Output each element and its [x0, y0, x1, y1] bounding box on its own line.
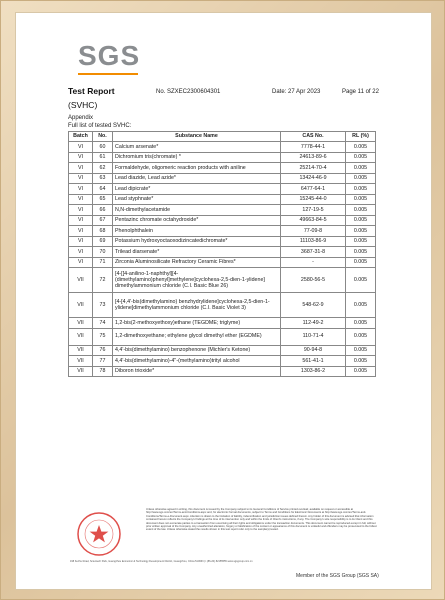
cell-cas-no: 6477-64-1	[281, 184, 346, 195]
cell-batch: VII	[69, 356, 93, 367]
cell-rl: 0.005	[346, 328, 376, 345]
cell-substance-name: Lead diazide, Lead azide*	[113, 173, 281, 184]
cell-no: 75	[93, 328, 113, 345]
cell-rl: 0.005	[346, 142, 376, 153]
cell-batch: VII	[69, 366, 93, 377]
appendix-label: Appendix	[68, 115, 94, 121]
cell-cas-no: 561-41-1	[281, 356, 346, 367]
table-row	[69, 293, 376, 318]
cell-rl: 0.005	[346, 318, 376, 329]
cell-batch: VI	[69, 152, 93, 163]
cell-rl: 0.005	[346, 194, 376, 205]
cell-substance-name: Lead styphnate*	[113, 194, 281, 205]
report-number: No. SZXEC2300604301	[156, 89, 221, 95]
table-row	[69, 142, 376, 153]
cell-cas-no: 49663-84-5	[281, 215, 346, 226]
cell-batch: VII	[69, 293, 93, 318]
cell-substance-name: Lead dipicrate*	[113, 184, 281, 195]
cell-substance-name: 1,2-bis(2-methoxyethoxy)ethane (TEGDME; triglyme)	[113, 318, 281, 329]
cell-rl: 0.005	[346, 366, 376, 377]
cell-cas-no: 110-71-4	[281, 328, 346, 345]
sgs-seal-stamp	[75, 510, 123, 558]
cell-cas-no: 24613-89-6	[281, 152, 346, 163]
cell-cas-no: 90-94-8	[281, 345, 346, 356]
cell-batch: VI	[69, 184, 93, 195]
cell-no: 61	[93, 152, 113, 163]
cell-cas-no: 13424-46-9	[281, 173, 346, 184]
cell-substance-name: Formaldehyde, oligomeric reaction products with aniline	[113, 163, 281, 174]
cell-no: 62	[93, 163, 113, 174]
cell-cas-no: 7778-44-1	[281, 142, 346, 153]
cell-no: 68	[93, 226, 113, 237]
report-subtitle: (SVHC)	[68, 100, 98, 110]
cell-cas-no: 25214-70-4	[281, 163, 346, 174]
cell-batch: VI	[69, 236, 93, 247]
cell-rl: 0.005	[346, 215, 376, 226]
cell-batch: VI	[69, 163, 93, 174]
cell-substance-name: [4-[[4-anilino-1-naphthyl][4-(dimethylamino)phenyl]methylene]cyclohexa-2,5-dien-1-ylidene] dimethylammonium chloride (C.I. Basic Blue 26)	[113, 268, 281, 293]
table-row	[69, 236, 376, 247]
table-row	[69, 173, 376, 184]
cell-substance-name: Zirconia Aluminosilicate Refractory Ceramic Fibres*	[113, 257, 281, 268]
address-line: 198 Kezhu Road, Scientech Park, Guangzhou Economic & Technology Development District, Guangzhou, China 510663 | t (86-20) 82155555 www.sgsgroup.com.cn	[70, 560, 253, 563]
cell-cas-no: 11103-86-9	[281, 236, 346, 247]
cell-batch: VII	[69, 345, 93, 356]
cell-substance-name: 1,2-dimethoxyethane; ethylene glycol dimethyl ether (EGDME)	[113, 328, 281, 345]
table-row	[69, 226, 376, 237]
cell-no: 63	[93, 173, 113, 184]
cell-cas-no: 548-62-9	[281, 293, 346, 318]
report-title: Test Report	[68, 86, 115, 96]
cell-cas-no: 1303-86-2	[281, 366, 346, 377]
cell-no: 70	[93, 247, 113, 258]
cell-substance-name: Pentazinc chromate octahydroxide*	[113, 215, 281, 226]
cell-rl: 0.005	[346, 173, 376, 184]
table-row	[69, 163, 376, 174]
table-row	[69, 328, 376, 345]
cell-rl: 0.005	[346, 268, 376, 293]
cell-batch: VI	[69, 142, 93, 153]
table-row	[69, 268, 376, 293]
cell-substance-name: [4-[4,4'-bis(dimethylamino) benzhydrylidene]cyclohexa-2,5-dien-1-ylidene]dimethylammonium chloride (C.I. Basic Violet 3)	[113, 293, 281, 318]
cell-no: 74	[93, 318, 113, 329]
cell-no: 64	[93, 184, 113, 195]
cell-no: 60	[93, 142, 113, 153]
cell-batch: VI	[69, 257, 93, 268]
cell-rl: 0.005	[346, 257, 376, 268]
svhc-table	[68, 131, 376, 377]
cell-batch: VI	[69, 205, 93, 216]
cell-rl: 0.005	[346, 205, 376, 216]
table-row	[69, 366, 376, 377]
header-cas-no: CAS No.	[281, 132, 346, 142]
cell-rl: 0.005	[346, 345, 376, 356]
cell-substance-name: Trilead diarsenate*	[113, 247, 281, 258]
cell-cas-no: 3687-31-8	[281, 247, 346, 258]
cell-substance-name: Diboron trioxide*	[113, 366, 281, 377]
report-page	[15, 12, 432, 590]
table-row	[69, 318, 376, 329]
cell-substance-name: Phenolphthalein	[113, 226, 281, 237]
table-row	[69, 345, 376, 356]
cell-rl: 0.005	[346, 236, 376, 247]
cell-no: 72	[93, 268, 113, 293]
cell-no: 76	[93, 345, 113, 356]
header-no: No.	[93, 132, 113, 142]
cell-rl: 0.005	[346, 226, 376, 237]
cell-substance-name: Calcium arsenate*	[113, 142, 281, 153]
cell-substance-name: 4,4'-bis(dimethylamino)-4''-(methylamino)trityl alcohol	[113, 356, 281, 367]
cell-rl: 0.005	[346, 356, 376, 367]
cell-no: 73	[93, 293, 113, 318]
logo-underline	[78, 73, 138, 75]
cell-rl: 0.005	[346, 293, 376, 318]
cell-no: 66	[93, 205, 113, 216]
cell-no: 69	[93, 236, 113, 247]
cell-cas-no: 15245-44-0	[281, 194, 346, 205]
cell-batch: VI	[69, 215, 93, 226]
cell-batch: VI	[69, 194, 93, 205]
header-rl: RL (%)	[346, 132, 376, 142]
legal-disclaimer: Unless otherwise agreed in writing, this document is issued by the Company subject to its General Conditions of Service printed overleaf, available on request or accessible at http://www.sgs.com/en/Terms-and-Conditions.aspx and, for electronic format documents, subject to Terms and Conditions for Electronic Documents at http://www.sgs.com/en/Terms-and-Conditions/Terms-e-Document.aspx. Attention is drawn to the limitation of liability, indemnification and jurisdiction issues defined therein. Any holder of this document is advised that information contained hereon reflects the Company's findings at the time of its intervention only and within the limits of Client's instructions, if any. The Company's sole responsibility is to its Client and this document does not exonerate parties to a transaction from exercising all their rights and obligations under the transaction documents. This document cannot be reproduced except in full, without prior written approval of the Company. Any unauthorized alteration, forgery or falsification of the content or appearance of this document is unlawful and offenders may be prosecuted to the fullest extent of the law. Unless otherwise stated the results shown in this test report refer only to the sample(s) tested.	[146, 508, 377, 532]
report-date: Date: 27 Apr 2023	[272, 89, 321, 95]
cell-no: 77	[93, 356, 113, 367]
cell-batch: VII	[69, 318, 93, 329]
table-body	[69, 142, 376, 377]
cell-batch: VI	[69, 226, 93, 237]
table-row	[69, 184, 376, 195]
cell-no: 78	[93, 366, 113, 377]
cell-cas-no: 112-49-2	[281, 318, 346, 329]
cell-substance-name: 4,4'-bis(dimethylamino) benzophenone (Michler's Ketone)	[113, 345, 281, 356]
cell-cas-no: -	[281, 257, 346, 268]
cell-rl: 0.005	[346, 184, 376, 195]
cell-rl: 0.005	[346, 152, 376, 163]
cell-no: 67	[93, 215, 113, 226]
table-row	[69, 215, 376, 226]
cell-cas-no: 77-09-8	[281, 226, 346, 237]
cell-cas-no: 2580-56-5	[281, 268, 346, 293]
page-number: Page 11 of 22	[342, 89, 379, 95]
cell-batch: VI	[69, 173, 93, 184]
table-header-row	[69, 132, 376, 142]
cell-cas-no: 127-19-5	[281, 205, 346, 216]
table-row	[69, 152, 376, 163]
list-title: Full list of tested SVHC:	[68, 123, 132, 129]
cell-substance-name: Dichromium tris(chromate) *	[113, 152, 281, 163]
cell-substance-name: Potassium hydroxyoctaoxodizincatedichromate*	[113, 236, 281, 247]
cell-no: 65	[93, 194, 113, 205]
table-row	[69, 205, 376, 216]
cell-rl: 0.005	[346, 163, 376, 174]
table-row	[69, 247, 376, 258]
cell-batch: VII	[69, 328, 93, 345]
cell-rl: 0.005	[346, 247, 376, 258]
cell-no: 71	[93, 257, 113, 268]
table-row	[69, 356, 376, 367]
table-row	[69, 194, 376, 205]
cell-batch: VI	[69, 247, 93, 258]
header-batch: Batch	[69, 132, 93, 142]
cell-batch: VII	[69, 268, 93, 293]
sgs-logo: SGS	[78, 40, 141, 71]
cell-substance-name: N,N-dimethylacetamide	[113, 205, 281, 216]
header-substance-name: Substance Name	[113, 132, 281, 142]
table-row	[69, 257, 376, 268]
sgs-member-note: Member of the SGS Group (SGS SA)	[296, 573, 379, 579]
